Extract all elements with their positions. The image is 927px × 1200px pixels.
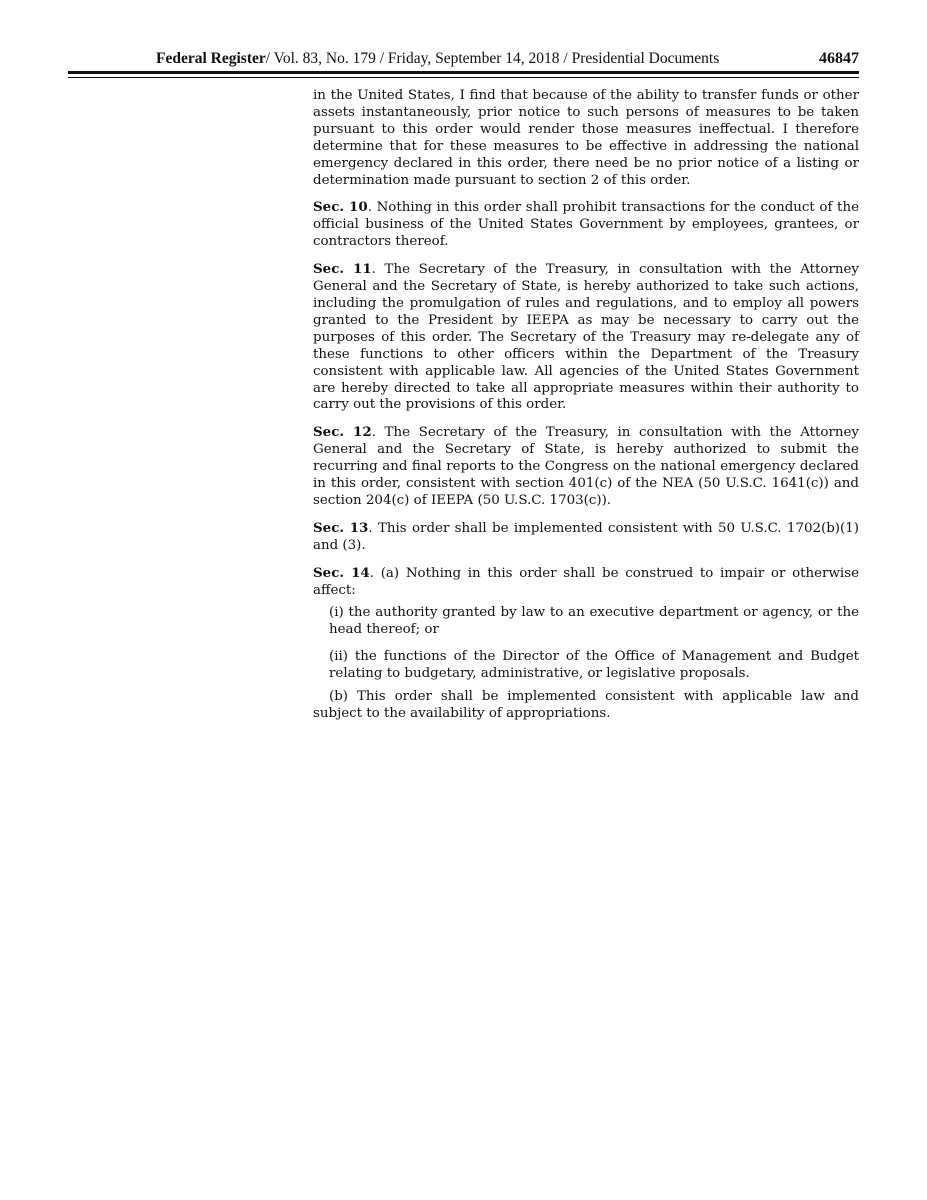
section-11-text: . The Secretary of the Treasury, in consultation with the Attorney General and the Secretary of State, is hereby authorized to take such actions, including the promulgation of rules and regulations, and to employ all powers granted to the President by IEEPA as may be necessary to carry out the purposes of this order. The Secretary of the Treasury may re-delegate any of these functions to other officers within the Department of the Treasury consistent with applicable law. All agencies of the United States Government are hereby directed to take all appropriate measures within their authority to carry out the provisions of this order.	[313, 262, 859, 413]
section-10	[313, 199, 859, 251]
section-14-label: Sec. 14	[313, 564, 370, 581]
section-14-item-i: (i) the authority granted by law to an executive department or agency, or the head thereof; or	[329, 605, 859, 638]
section-10-label: Sec. 10	[313, 199, 368, 216]
header-rule-thin	[68, 77, 859, 78]
section-14-item-b: (b) This order shall be implemented consistent with applicable law and subject to the availability of appropriations.	[313, 689, 859, 721]
issue-citation: / Vol. 83, No. 179 / Friday, September 14, 2018 / Presidential Documents	[265, 50, 720, 67]
paragraph-continuation: in the United States, I find that because of the ability to transfer funds or other assets instantaneously, prior notice to such persons of measures to be taken pursuant to this order would render those measures ineffectual. I therefore determine that for these measures to be effective in addressing the national emergency declared in this order, there need be no prior notice of a listing or determination made pursuant to section 2 of this order.	[313, 88, 859, 188]
section-13-text: . This order shall be implemented consistent with 50 U.S.C. 1702(b)(1) and (3).	[313, 520, 859, 553]
section-12	[313, 424, 859, 510]
section-14-item-ii: (ii) the functions of the Director of the Office of Management and Budget relating to budgetary, administrative, or legislative proposals.	[329, 649, 859, 682]
document-body	[313, 88, 859, 733]
section-14	[313, 565, 859, 600]
section-13-label: Sec. 13	[313, 519, 369, 536]
section-10-text: . Nothing in this order shall prohibit transactions for the conduct of the official business of the United States Government by employees, grantees, or contractors thereof.	[313, 200, 859, 250]
section-11-label: Sec. 11	[313, 261, 372, 278]
section-12-label: Sec. 12	[313, 424, 372, 441]
page-header	[68, 48, 859, 70]
header-rule-thick	[68, 71, 859, 74]
section-12-text: . The Secretary of the Treasury, in consultation with the Attorney General and the Secretary of State, is hereby authorized to submit the recurring and final reports to the Congress on the national emergency declared in this order, consistent with section 401(c) of the NEA (50 U.S.C. 1641(c)) and section 204(c) of IEEPA (50 U.S.C. 1703(c)).	[313, 425, 859, 508]
journal-name: Federal Register	[156, 50, 266, 67]
page-number: 46847	[819, 50, 859, 67]
running-head	[156, 48, 719, 70]
section-11	[313, 261, 859, 414]
section-14-text: . (a) Nothing in this order shall be construed to impair or otherwise affect:	[313, 565, 860, 598]
section-13	[313, 520, 859, 555]
